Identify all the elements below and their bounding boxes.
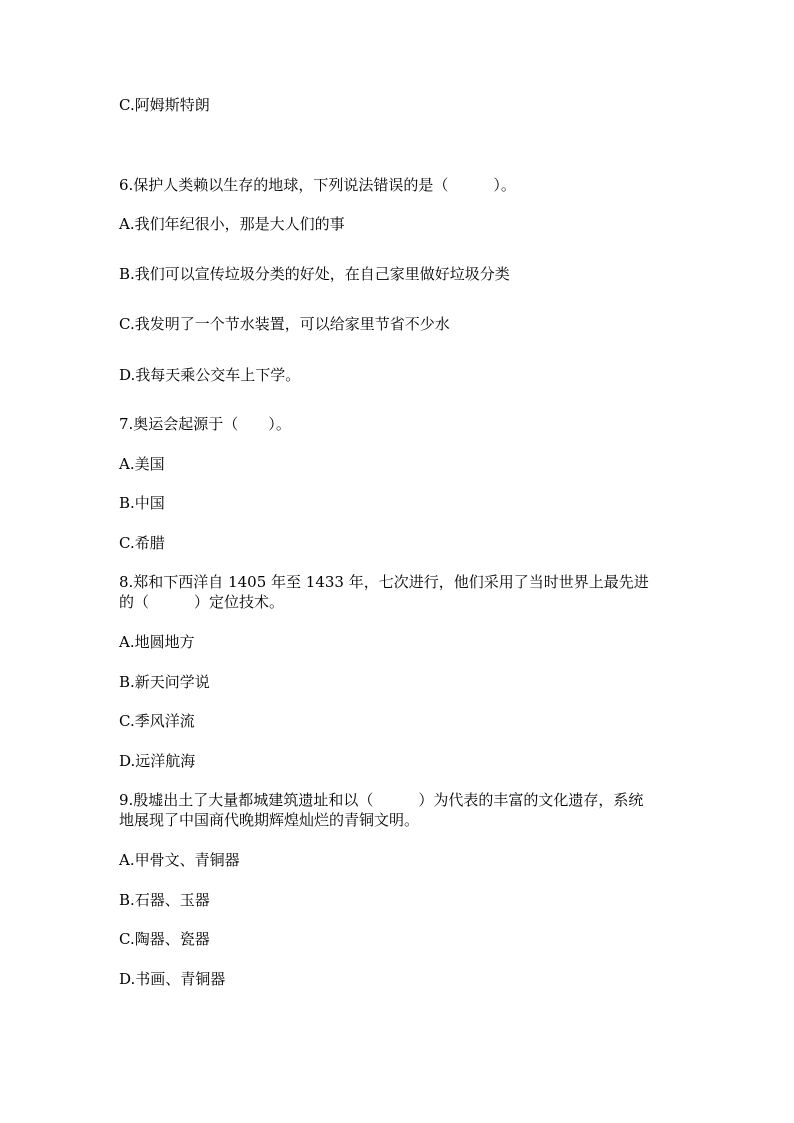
question-6-option-d: D.我每天乘公交车上下学。 [119,366,301,384]
question-6-option-b: B.我们可以宣传垃圾分类的好处，在自己家里做好垃圾分类 [119,265,510,283]
question-8-stem-line-2: 的（ ）定位技术。 [119,593,285,611]
question-8-option-c: C.季风洋流 [119,712,195,730]
question-6-stem: 6.保护人类赖以生存的地球，下列说法错误的是（ ）。 [119,176,516,194]
prev-question-option-c: C.阿姆斯特朗 [119,96,210,114]
question-9-option-d: D.书画、青铜器 [119,970,226,988]
question-7-option-a: A.美国 [119,455,165,473]
question-7-option-b: B.中国 [119,494,165,512]
question-9-option-b: B.石器、玉器 [119,891,210,909]
question-7-stem: 7.奥运会起源于（ ）。 [119,415,291,433]
question-6-option-c: C.我发明了一个节水装置，可以给家里节省不少水 [119,315,450,333]
question-7-option-c: C.希腊 [119,534,165,552]
question-9-stem-line-2: 地展现了中国商代晚期辉煌灿烂的青铜文明。 [119,811,420,829]
question-9-option-c: C.陶器、瓷器 [119,930,210,948]
question-8-option-d: D.远洋航海 [119,752,196,770]
question-6-option-a: A.我们年纪很小，那是大人们的事 [119,215,345,233]
question-8-option-a: A.地圆地方 [119,633,195,651]
question-8-option-b: B.新天问学说 [119,673,210,691]
question-8-stem-line-1: 8.郑和下西洋自 1405 年至 1433 年，七次进行，他们采用了当时世界上最先进 [119,573,649,591]
question-9-stem-line-1: 9.殷墟出土了大量都城建筑遗址和以（ ）为代表的丰富的文化遗存，系统 [119,791,644,809]
question-9-option-a: A.甲骨文、青铜器 [119,851,240,869]
